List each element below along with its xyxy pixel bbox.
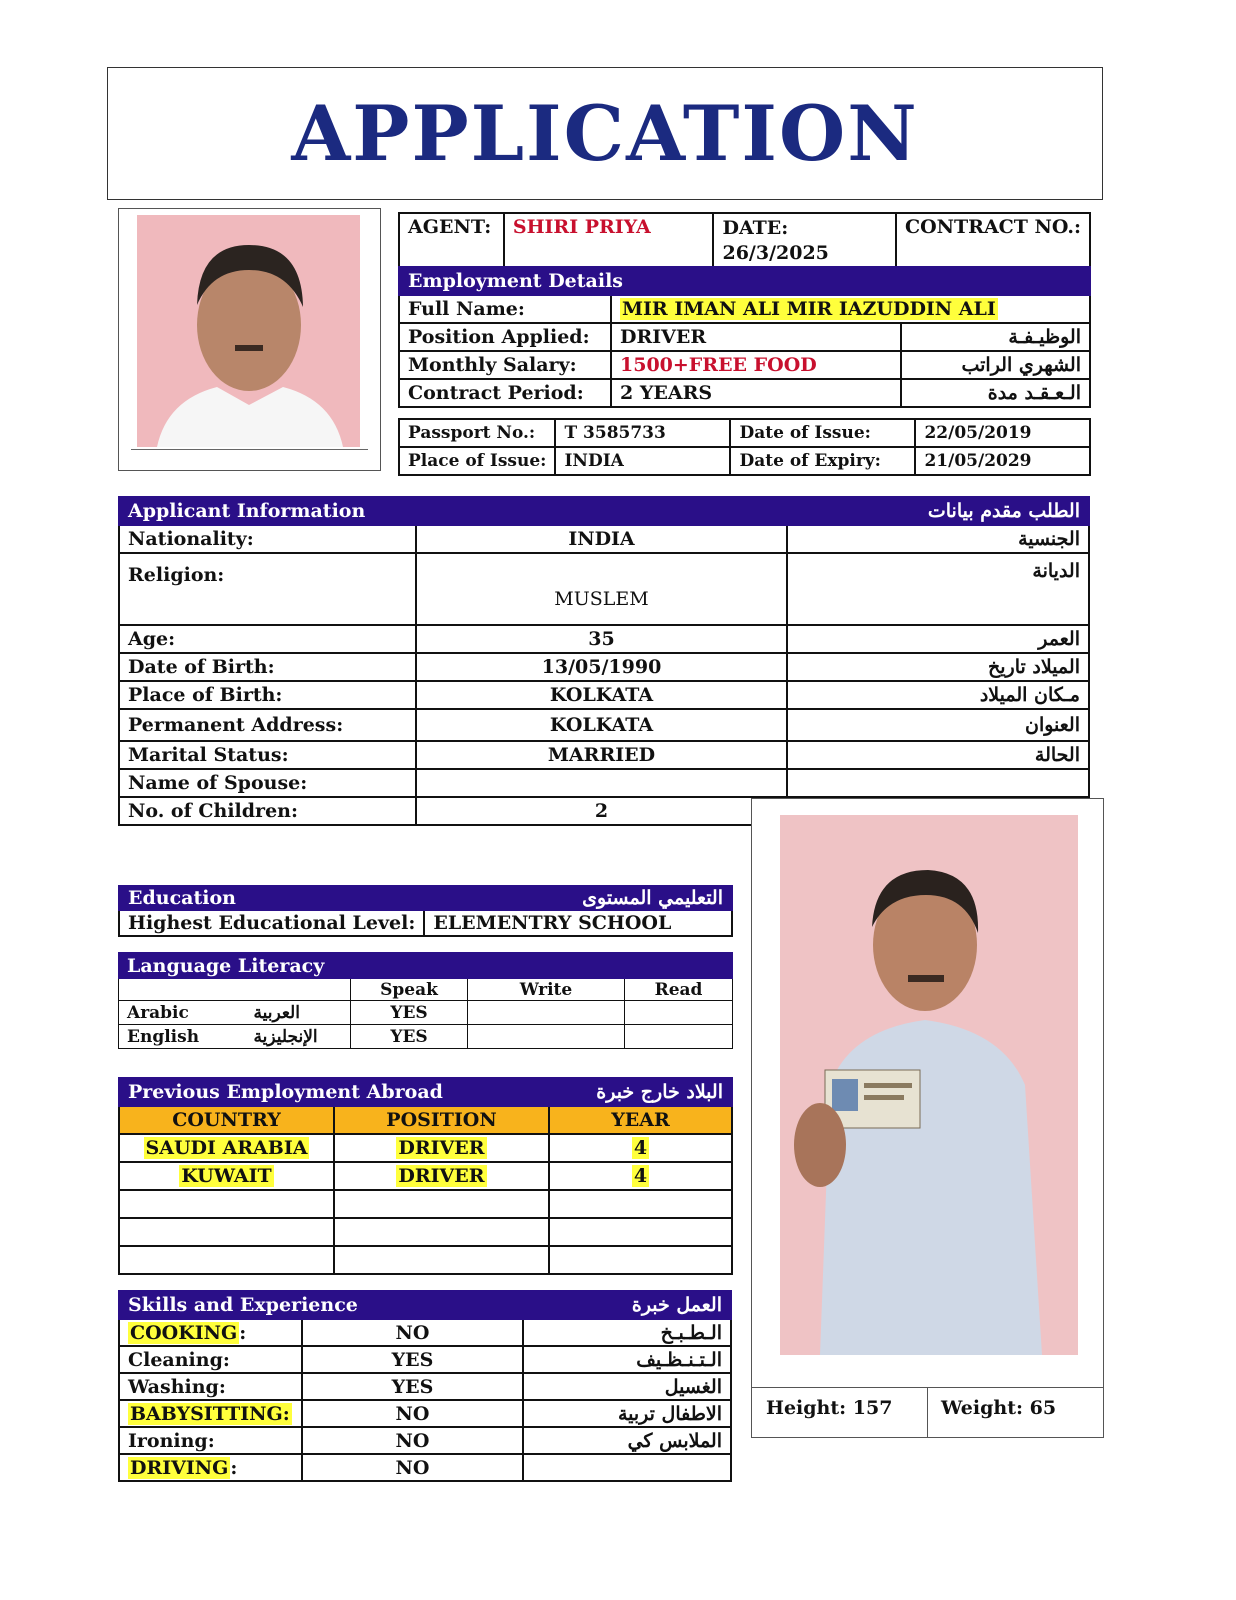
write-value: [468, 1001, 625, 1025]
table-row: [119, 1246, 732, 1274]
table-row: Cleaning: YES الـتـنـظـيف: [119, 1346, 731, 1373]
row-label: Nationality:: [119, 525, 416, 553]
row-value: [416, 769, 787, 797]
expiry-date-value: 21/05/2029: [915, 447, 1090, 475]
table-row: Washing: YES الغسيل: [119, 1373, 731, 1400]
skill-ar: الاطفال تربية: [523, 1400, 731, 1427]
skill-value: NO: [302, 1427, 523, 1454]
applicant-title: Applicant Information: [119, 497, 787, 525]
row-value: MARRIED: [416, 741, 787, 769]
row-ar: الديانة: [787, 553, 1089, 625]
language-title: Language Literacy: [119, 953, 733, 979]
place-issue-value: INDIA: [555, 447, 730, 475]
read-value: [625, 1001, 733, 1025]
write-value: [468, 1025, 625, 1049]
table-row: COOKING : NO الـطـبـخ: [119, 1319, 731, 1346]
date-cell: [713, 213, 895, 267]
agent-table: [398, 212, 1091, 268]
skill-ar: الـطـبـخ: [523, 1319, 731, 1346]
skill-label: COOKING: [130, 1321, 238, 1344]
contract-label: CONTRACT NO.:: [896, 213, 1090, 267]
skill-label: DRIVING: [130, 1456, 229, 1479]
table-row: [119, 1025, 733, 1049]
skill-ar: الملابس كي: [523, 1427, 731, 1454]
table-row: [119, 741, 1089, 769]
portrait-photo: [137, 215, 360, 447]
col-write: Write: [468, 979, 625, 1001]
skill-value: NO: [302, 1454, 523, 1481]
skill-ar: الغسيل: [523, 1373, 731, 1400]
applicant-table: [118, 496, 1090, 826]
previous-title: Previous Employment Abroad: [119, 1078, 549, 1106]
language-name-ar: الإنجليزية: [253, 1026, 318, 1047]
skill-label: Ironing: [128, 1429, 208, 1452]
col-position: POSITION: [334, 1106, 549, 1134]
table-row: [119, 1162, 732, 1190]
read-value: [625, 1025, 733, 1049]
language-name: English: [127, 1026, 200, 1047]
row-label: Age:: [119, 625, 416, 653]
row-ar: الجنسية: [787, 525, 1089, 553]
fullbody-photo: [780, 815, 1078, 1355]
row-label: No. of Children:: [119, 797, 416, 825]
education-table: [118, 885, 733, 937]
applicant-title-ar: الطلب مقدم بيانات: [787, 497, 1089, 525]
employment-table: [398, 266, 1091, 408]
skill-value: NO: [302, 1319, 523, 1346]
contract-period-label: Contract Period:: [399, 379, 611, 407]
row-value: KOLKATA: [416, 709, 787, 741]
position-label: Position Applied:: [399, 323, 611, 351]
table-row: DRIVING : NO: [119, 1454, 731, 1481]
issue-date-label: Date of Issue:: [730, 419, 915, 447]
height-value: Height: 157: [766, 1397, 893, 1419]
skill-value: NO: [302, 1400, 523, 1427]
table-row: [119, 1400, 731, 1427]
skill-ar: الـتـنـظـيف: [523, 1346, 731, 1373]
passport-table: [398, 418, 1091, 476]
agent-value: SHIRI PRIYA: [504, 213, 714, 267]
date-label: DATE:: [722, 217, 789, 239]
col-year: YEAR: [549, 1106, 732, 1134]
salary-value: 1500+FREE FOOD: [611, 351, 901, 379]
passport-no-label: Passport No.:: [399, 419, 555, 447]
contract-period-ar: الـعـقـد مدة: [901, 379, 1090, 407]
country-value: KUWAIT: [181, 1165, 272, 1187]
table-row: [119, 1001, 733, 1025]
fullbody-photo-frame: [751, 798, 1104, 1438]
row-ar: العنوان: [787, 709, 1089, 741]
person-holding-id-icon: [780, 815, 1078, 1355]
row-value: MUSLEM: [416, 553, 787, 625]
expiry-date-label: Date of Expiry:: [730, 447, 915, 475]
row-ar: مـكان الميلاد: [787, 681, 1089, 709]
skill-value: YES: [302, 1373, 523, 1400]
employment-title: Employment Details: [399, 267, 1090, 295]
row-label: Permanent Address:: [119, 709, 416, 741]
position-ar: الوظيـفـة: [901, 323, 1090, 351]
speak-value: YES: [351, 1001, 468, 1025]
row-ar: الحالة: [787, 741, 1089, 769]
language-table: [118, 952, 733, 1049]
row-label: Religion:: [119, 553, 416, 625]
previous-title-ar: البلاد خارج خبرة: [549, 1078, 732, 1106]
education-level-value: ELEMENTRY SCHOOL: [424, 910, 732, 936]
language-name-ar: العربية: [253, 1002, 300, 1023]
position-value: DRIVER: [398, 1165, 485, 1187]
education-title: Education: [119, 886, 424, 910]
row-ar: [787, 769, 1089, 797]
skill-label: Cleaning: [128, 1348, 223, 1371]
table-row: Ironing: NO الملابس كي: [119, 1427, 731, 1454]
page-title: APPLICATION: [291, 89, 919, 178]
place-issue-label: Place of Issue:: [399, 447, 555, 475]
person-silhouette-icon: [137, 215, 360, 447]
table-row: [119, 769, 1089, 797]
skill-label: BABYSITTING:: [130, 1402, 290, 1425]
col-country: COUNTRY: [119, 1106, 334, 1134]
issue-date-value: 22/05/2019: [915, 419, 1090, 447]
salary-ar: الشهري الراتب: [901, 351, 1090, 379]
table-row: [119, 653, 1089, 681]
skill-ar: [523, 1454, 731, 1481]
row-ar: العمر: [787, 625, 1089, 653]
position-value: DRIVER: [611, 323, 901, 351]
table-row: [119, 625, 1089, 653]
skill-value: YES: [302, 1346, 523, 1373]
contract-period-value: 2 YEARS: [611, 379, 901, 407]
table-row: [119, 1218, 732, 1246]
col-read: Read: [625, 979, 733, 1001]
table-row: [119, 1134, 732, 1162]
previous-employment-table: [118, 1077, 733, 1275]
education-title-ar: التعليمي المستوى: [424, 886, 732, 910]
row-value: 13/05/1990: [416, 653, 787, 681]
agent-label: AGENT:: [399, 213, 504, 267]
row-label: Date of Birth:: [119, 653, 416, 681]
skills-table: [118, 1290, 732, 1482]
country-value: SAUDI ARABIA: [145, 1137, 308, 1159]
skill-label: Washing: [128, 1375, 219, 1398]
row-label: Marital Status:: [119, 741, 416, 769]
full-name-value: MIR IMAN ALI MIR IAZUDDIN ALI: [622, 298, 996, 320]
row-label: Name of Spouse:: [119, 769, 416, 797]
speak-value: YES: [351, 1025, 468, 1049]
position-value: DRIVER: [398, 1137, 485, 1159]
skills-title: Skills and Experience: [119, 1291, 523, 1319]
salary-label: Monthly Salary:: [399, 351, 611, 379]
year-value: 4: [633, 1137, 648, 1159]
table-row: [119, 525, 1089, 553]
skills-title-ar: العمل خبرة: [523, 1291, 731, 1319]
table-row: [119, 709, 1089, 741]
portrait-frame: [118, 208, 381, 471]
col-speak: Speak: [351, 979, 468, 1001]
table-row: [119, 1190, 732, 1218]
year-value: 4: [633, 1165, 648, 1187]
row-label: Place of Birth:: [119, 681, 416, 709]
full-name-label: Full Name:: [399, 295, 611, 323]
date-value: 26/3/2025: [722, 242, 829, 264]
row-value: 35: [416, 625, 787, 653]
table-row: [119, 553, 1089, 625]
education-level-label: Highest Educational Level:: [119, 910, 424, 936]
row-value: INDIA: [416, 525, 787, 553]
row-value: 2: [416, 797, 787, 825]
language-name: Arabic: [127, 1002, 189, 1023]
row-ar: الميلاد تاريخ: [787, 653, 1089, 681]
weight-value: Weight: 65: [941, 1397, 1057, 1419]
table-row: [119, 681, 1089, 709]
passport-no-value: T 3585733: [555, 419, 730, 447]
row-value: KOLKATA: [416, 681, 787, 709]
title-box: [107, 67, 1103, 200]
